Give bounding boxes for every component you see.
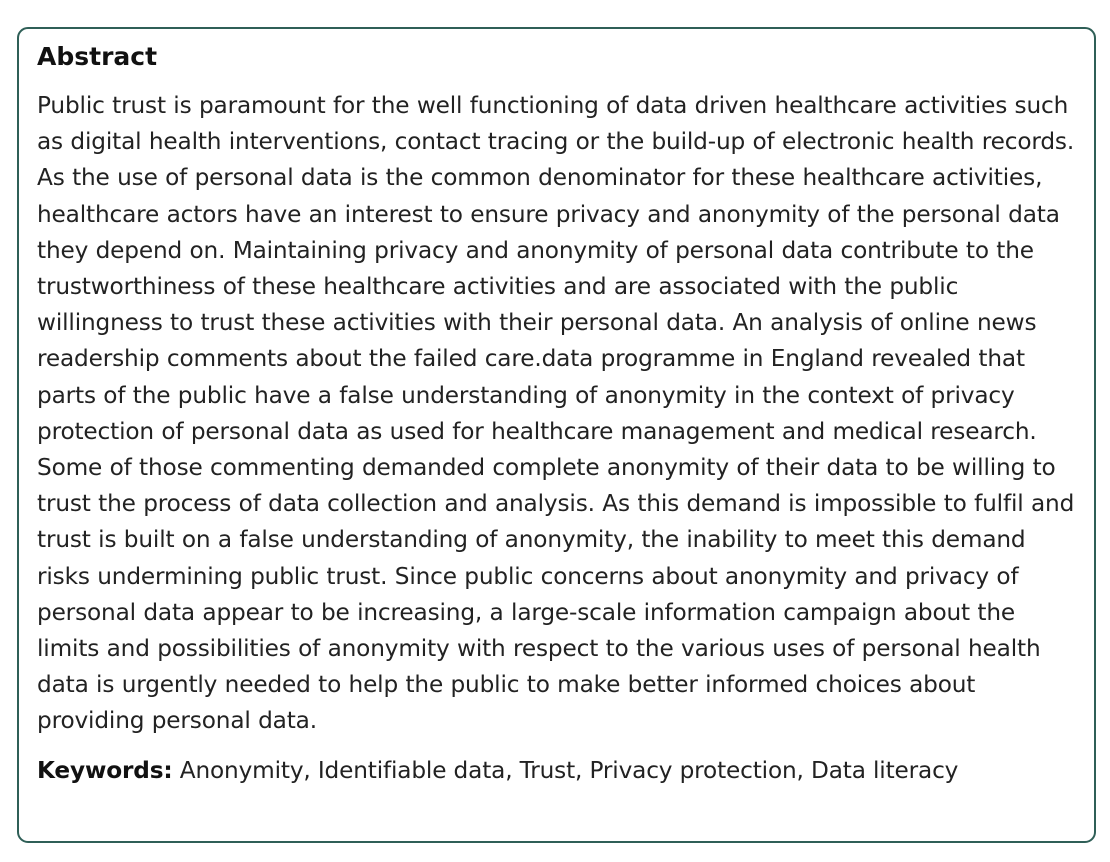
keywords-list: Anonymity, Identifiable data, Trust, Privacy protection, Data literacy xyxy=(179,756,959,784)
abstract-body: Public trust is paramount for the well functioning of data driven healthcare activities such as digital health interventions, contact tracing or the build-up of electronic health records. As the use of personal data is the common denominator for these healthcare activities, healthcare actors have an interest to ensure privacy and anonymity of the personal data they depend on. Maintaining privacy and anonymity of personal data contribute to the trustworthiness of these healthcare activities and are associated with the public willingness to trust these activities with their personal data. An analysis of online news readership comments about the failed care.data programme in England revealed that parts of the public have a false understanding of anonymity in the context of privacy protection of personal data as used for healthcare management and medical research. Some of those commenting demanded complete anonymity of their data to be willing to trust the process of data collection and analysis. As this demand is impossible to fulfil and trust is built on a false understanding of anonymity, the inability to meet this demand risks undermining public trust. Since public concerns about anonymity and privacy of personal data appear to be increasing, a large-scale information campaign about the limits and possibilities of anonymity with respect to the various uses of personal health data is urgently needed to help the public to make better informed choices about providing personal data. xyxy=(37,92,1075,735)
abstract-box xyxy=(17,27,1096,843)
keywords-label: Keywords: xyxy=(37,756,173,784)
keywords-line xyxy=(37,754,1078,788)
abstract-heading: Abstract xyxy=(37,42,158,71)
